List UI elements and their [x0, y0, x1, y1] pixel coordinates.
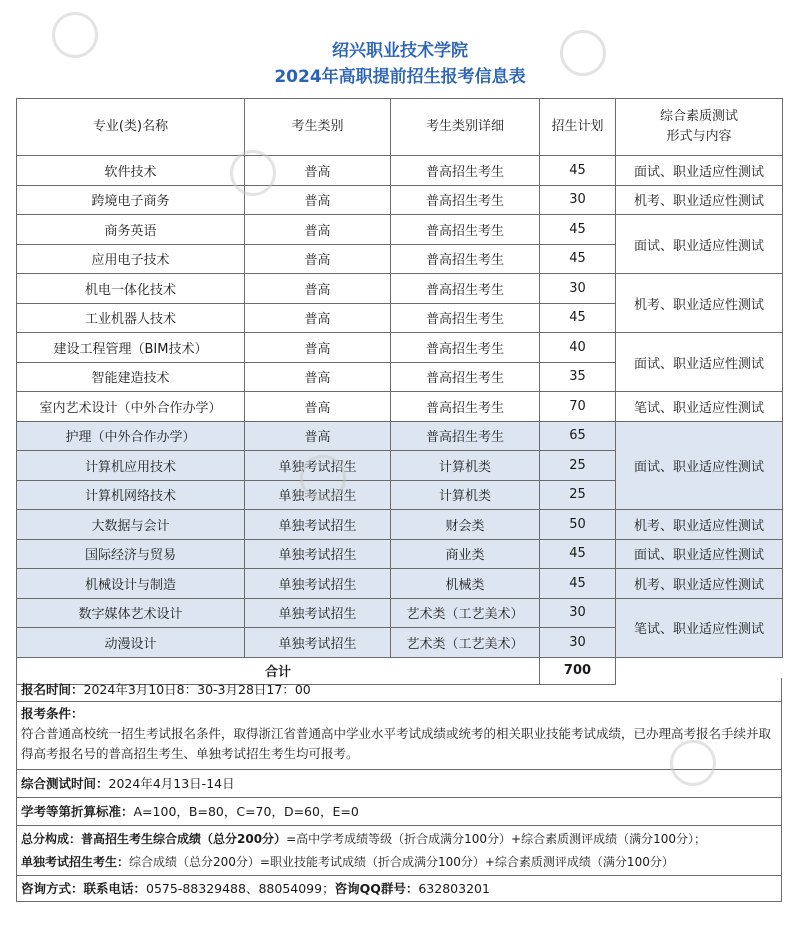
table-row: 动漫设计 单独考试招生 艺术类（工艺美术） 30: [17, 628, 783, 658]
test-cell: 面试、职业适应性测试: [616, 156, 783, 186]
table-row: 建设工程管理（BIM技术） 普高 普高招生考生 40 面试、职业适应性测试: [17, 333, 783, 363]
grade-row: 学考等第折算标准：A=100，B=80，C=70，D=60，E=0: [16, 798, 782, 826]
watermark-logo-icon: [300, 455, 346, 501]
test-cell: 笔试、职业适应性测试: [616, 392, 783, 422]
test-cell: 机考、职业适应性测试: [616, 185, 783, 215]
table-row: 工业机器人技术 普高 普高招生考生 45: [17, 303, 783, 333]
title-school: 绍兴职业技术学院: [332, 41, 468, 61]
test-cell: 笔试、职业适应性测试: [616, 598, 783, 657]
conditions-row: 报考条件： 符合普通高校统一招生考试报名条件，取得浙江省普通高中学业水平考试成绩或统考的相关职业技能考试成绩，已办理高考报名手续并取得高考报名号的普高招生考生、单独考试招生考生均可报考。: [16, 702, 782, 770]
test-cell: 面试、职业适应性测试: [616, 539, 783, 569]
table-row: 计算机网络技术 单独考试招生 计算机类 25: [17, 480, 783, 510]
table-row: 机电一体化技术 普高 普高招生考生 30 机考、职业适应性测试: [17, 274, 783, 304]
table-row: 国际经济与贸易 单独考试招生 商业类 45 面试、职业适应性测试: [17, 539, 783, 569]
table-row: 大数据与会计 单独考试招生 财会类 50 机考、职业适应性测试: [17, 510, 783, 540]
table-row: 室内艺术设计（中外合作办学） 普高 普高招生考生 70 笔试、职业适应性测试: [17, 392, 783, 422]
table-row: 数字媒体艺术设计 单独考试招生 艺术类（工艺美术） 30 笔试、职业适应性测试: [17, 598, 783, 628]
header-plan: 招生计划: [540, 99, 616, 156]
contact-row: 咨询方式：联系电话：0575-88329488、88054099；咨询QQ群号：632803201: [16, 876, 782, 902]
watermark-logo-icon: [670, 740, 716, 786]
header-test: 综合素质测试 形式与内容: [616, 99, 783, 156]
reg-time-row: 报名时间：2024年3月10日8：30-3月28日17：00: [16, 678, 782, 702]
test-cell: 面试、职业适应性测试: [616, 215, 783, 274]
test-cell: 面试、职业适应性测试: [616, 421, 783, 510]
score-row: 总分构成：普高招生考生综合成绩（总分200分）=高中学考成绩等级（折合成满分100分）+综合素质测评成绩（满分100分）； 单独考试招生考生：综合成绩（总分200分）=职业技能考试成绩（折合成满分100分）+综合素质测评成绩（满分100分）: [16, 826, 782, 876]
watermark-logo-icon: [560, 30, 606, 76]
header-detail: 考生类别详细: [391, 99, 540, 156]
total-value: 700: [540, 657, 616, 684]
title-table: 2024年高职提前招生报考信息表: [274, 67, 526, 87]
table-row: 商务英语 普高 普高招生考生 45 面试、职业适应性测试: [17, 215, 783, 245]
table-row: 护理（中外合作办学） 普高 普高招生考生 65 面试、职业适应性测试: [17, 421, 783, 451]
header-major: 专业(类)名称: [17, 99, 245, 156]
test-cell: 面试、职业适应性测试: [616, 333, 783, 392]
table-row: 应用电子技术 普高 普高招生考生 45: [17, 244, 783, 274]
test-cell: 机考、职业适应性测试: [616, 274, 783, 333]
watermark-logo-icon: [52, 12, 98, 58]
test-cell: 机考、职业适应性测试: [616, 510, 783, 540]
table-row: 软件技术 普高 普高招生考生 45 面试、职业适应性测试: [17, 156, 783, 186]
header-type: 考生类别: [245, 99, 391, 156]
total-label: 合计: [17, 657, 540, 684]
watermark-logo-icon: [230, 150, 276, 196]
table-row: 智能建造技术 普高 普高招生考生 35: [17, 362, 783, 392]
table-row: 机械设计与制造 单独考试招生 机械类 45 机考、职业适应性测试: [17, 569, 783, 599]
header-row: [17, 99, 783, 156]
table-row: 计算机应用技术 单独考试招生 计算机类 25: [17, 451, 783, 481]
test-time-row: 综合测试时间：2024年4月13日-14日: [16, 770, 782, 798]
admission-table: [16, 98, 783, 685]
table-row: 跨境电子商务 普高 普高招生考生 30 机考、职业适应性测试: [17, 185, 783, 215]
test-cell: 机考、职业适应性测试: [616, 569, 783, 599]
